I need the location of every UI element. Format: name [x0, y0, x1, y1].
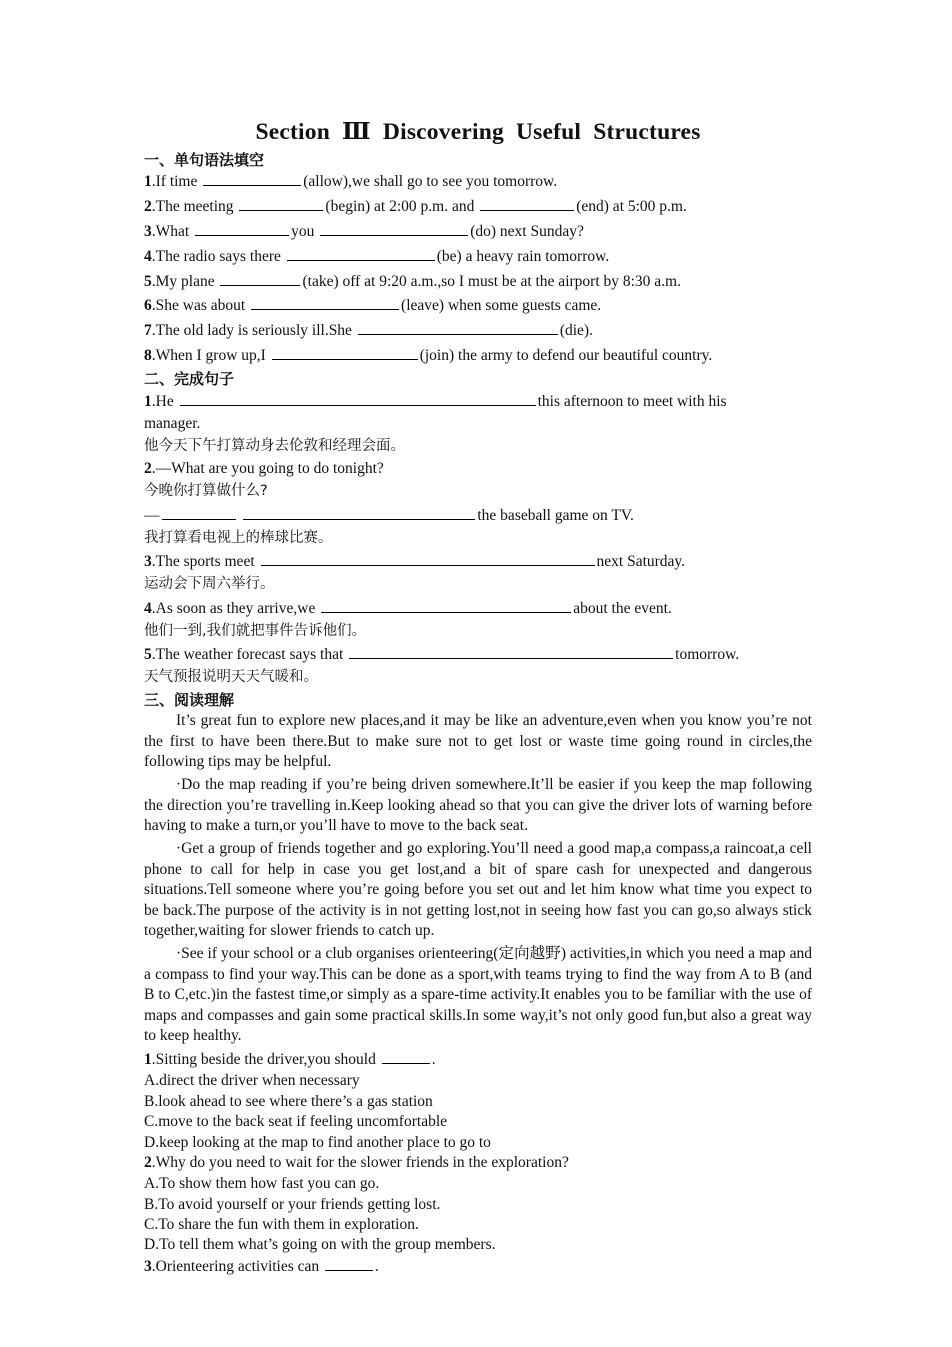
p1-item-7 — [144, 320, 812, 341]
p2-item-1-cont: manager. — [144, 415, 201, 433]
answer-blank[interactable] — [349, 644, 673, 659]
worksheet-page — [144, 118, 812, 1278]
answer-blank[interactable] — [180, 391, 536, 406]
item-number: 7 — [144, 322, 152, 340]
answer-blank[interactable] — [251, 295, 399, 310]
answer-blank[interactable] — [203, 171, 301, 186]
answer-blank[interactable] — [480, 196, 574, 211]
item-text: (allow),we shall go to see you tomorrow. — [303, 172, 558, 190]
item-text: the baseball game on TV. — [477, 506, 634, 524]
option-d[interactable]: D.keep looking at the map to find another place to go to — [144, 1133, 491, 1151]
answer-blank[interactable] — [321, 598, 571, 613]
p1-item-8 — [144, 345, 812, 366]
item-text: (begin) at 2:00 p.m. and — [325, 197, 479, 215]
item-number: 2 — [144, 197, 152, 215]
answer-blank[interactable] — [272, 345, 418, 360]
question-stem: .Sitting beside the driver,you should — [151, 1051, 380, 1069]
item-text: next Saturday. — [596, 553, 686, 571]
item-text: .My plane — [151, 272, 219, 290]
item-text: .As soon as they arrive,we — [151, 599, 320, 617]
chinese-translation: 我打算看电视上的棒球比赛。 — [144, 529, 333, 546]
answer-blank[interactable] — [325, 1256, 373, 1271]
question-stem: .Why do you need to wait for the slower friends in the exploration? — [151, 1153, 569, 1171]
item-text: .The weather forecast says that — [151, 646, 348, 664]
answer-blank[interactable] — [287, 246, 435, 261]
p2-item-4 — [144, 598, 812, 619]
question-number: 2 — [144, 1153, 152, 1171]
item-text: .When I grow up,I — [151, 347, 270, 365]
p2-item-1 — [144, 391, 812, 412]
item-text: (leave) when some guests came. — [401, 297, 602, 315]
reading-paragraph: ·Get a group of friends together and go exploring.You’ll need a good map,a compass,a raincoat,a cell phone to call for help in case you get lost,and a bit of spare cash for unexpected and dangerous situations.Tell someone where you’re going before you set out and let him know what time you expect to be back.The purpose of the activity is in not getting lost,not in seeing how fast you can go,so always stick together,waiting for slower friends to catch up. — [144, 839, 812, 940]
item-text: (join) the army to defend our beautiful country. — [419, 347, 713, 365]
answer-blank[interactable] — [220, 271, 300, 286]
answer-blank[interactable] — [382, 1049, 430, 1064]
item-text: (end) at 5:00 p.m. — [576, 197, 687, 215]
p1-item-2 — [144, 196, 812, 217]
item-text: tomorrow. — [675, 646, 740, 664]
part3-heading: 三、阅读理解 — [144, 690, 235, 709]
reading-paragraph: ·Do the map reading if you’re being driven somewhere.It’ll be easier if you keep the map following the direction you’re travelling in.Keep looking ahead so that you can give the driver lots of warning before having to make a turn,or you’ll have to move to the back seat. — [144, 776, 812, 835]
item-text: (be) a heavy rain tomorrow. — [436, 247, 610, 265]
item-text: .The sports meet — [151, 553, 259, 571]
question-stem: .Orienteering activities can — [151, 1257, 324, 1275]
item-number: 1 — [144, 172, 152, 190]
option-b[interactable]: B.look ahead to see where there’s a gas station — [144, 1092, 433, 1110]
option-c[interactable]: C.To share the fun with them in exploration. — [144, 1216, 419, 1234]
answer-blank[interactable] — [162, 505, 236, 520]
item-text: .The meeting — [151, 197, 238, 215]
answer-blank[interactable] — [243, 505, 475, 520]
item-text: .He — [151, 392, 178, 410]
option-c[interactable]: C.move to the back seat if feeling uncomfortable — [144, 1113, 448, 1131]
question-1 — [144, 1049, 812, 1069]
chinese-translation: 今晚你打算做什么? — [144, 482, 268, 499]
chinese-translation: 天气预报说明天天气暖和。 — [144, 669, 318, 686]
item-text: (die). — [559, 322, 593, 340]
item-text: .—What are you going to do tonight? — [151, 460, 384, 477]
item-text: .She was about — [151, 297, 250, 315]
p2-item-3 — [144, 551, 812, 572]
item-number: 4 — [144, 599, 152, 617]
p2-item-5 — [144, 644, 812, 665]
answer-blank[interactable] — [261, 551, 595, 566]
item-text: .The old lady is seriously ill.She — [151, 322, 356, 340]
item-number: 4 — [144, 247, 152, 265]
p2-item-2 — [144, 460, 812, 479]
item-text: .What — [151, 222, 194, 240]
option-a[interactable]: A.direct the driver when necessary — [144, 1072, 360, 1090]
chinese-translation: 他今天下午打算动身去伦敦和经理会面。 — [144, 438, 405, 455]
p1-item-5 — [144, 271, 812, 292]
answer-blank[interactable] — [239, 196, 323, 211]
item-number: 2 — [144, 460, 152, 477]
reading-paragraph: ·See if your school or a club organises orienteering(定向越野) activities,in which you need a map and a compass to find your way.This can be done as a sport,with teams trying to find the way from A to B (and B to C,etc.)in the fastest time,or simply as a spare-time activity.It enables you to be familiar with the use of maps and compasses and gain some practical skills.In some way,it’s not only good fun,but also a great way to keep healthy. — [144, 944, 812, 1045]
question-end: . — [431, 1051, 436, 1069]
question-number: 1 — [144, 1051, 152, 1069]
question-end: . — [375, 1257, 379, 1275]
dash: — — [144, 506, 160, 524]
chinese-translation: 他们一到,我们就把事件告诉他们。 — [144, 622, 367, 639]
item-number: 3 — [144, 553, 152, 571]
item-number: 1 — [144, 392, 152, 410]
item-text: .The radio says there — [151, 247, 285, 265]
answer-blank[interactable] — [358, 320, 558, 335]
item-number: 3 — [144, 222, 152, 240]
question-2 — [144, 1153, 812, 1172]
option-d[interactable]: D.To tell them what’s going on with the group members. — [144, 1236, 496, 1254]
reading-paragraph: It’s great fun to explore new places,and it may be like an adventure,even when you know you’re not the first to have been there.But to make sure not to get lost or waste time going round in circles,the following tips may be helpful. — [144, 712, 812, 771]
option-a[interactable]: A.To show them how fast you can go. — [144, 1175, 380, 1193]
item-text: this afternoon to meet with his — [537, 392, 727, 410]
part1-heading: 一、单句语法填空 — [144, 150, 265, 169]
p1-item-1 — [144, 171, 812, 192]
p1-item-6 — [144, 295, 812, 316]
item-number: 5 — [144, 272, 152, 290]
answer-blank[interactable] — [320, 221, 468, 236]
question-number: 3 — [144, 1257, 152, 1275]
part2-heading: 二、完成句子 — [144, 370, 235, 389]
item-number: 8 — [144, 347, 152, 365]
p1-item-4 — [144, 246, 812, 267]
option-b[interactable]: B.To avoid yourself or your friends getting lost. — [144, 1195, 441, 1213]
item-text: (do) next Sunday? — [470, 222, 584, 240]
item-number: 5 — [144, 646, 152, 664]
item-number: 6 — [144, 297, 152, 315]
page-title: Section Ⅲ Discovering Useful Structures — [255, 119, 701, 145]
item-text: you — [291, 222, 319, 240]
p1-item-3 — [144, 221, 812, 242]
chinese-translation: 运动会下周六举行。 — [144, 576, 275, 593]
item-text: .If time — [151, 172, 202, 190]
item-text: (take) off at 9:20 a.m.,so I must be at the airport by 8:30 a.m. — [302, 272, 681, 290]
p2-item-2-answer — [144, 505, 812, 526]
question-3 — [144, 1256, 812, 1276]
answer-blank[interactable] — [195, 221, 289, 236]
item-text: about the event. — [573, 599, 672, 617]
